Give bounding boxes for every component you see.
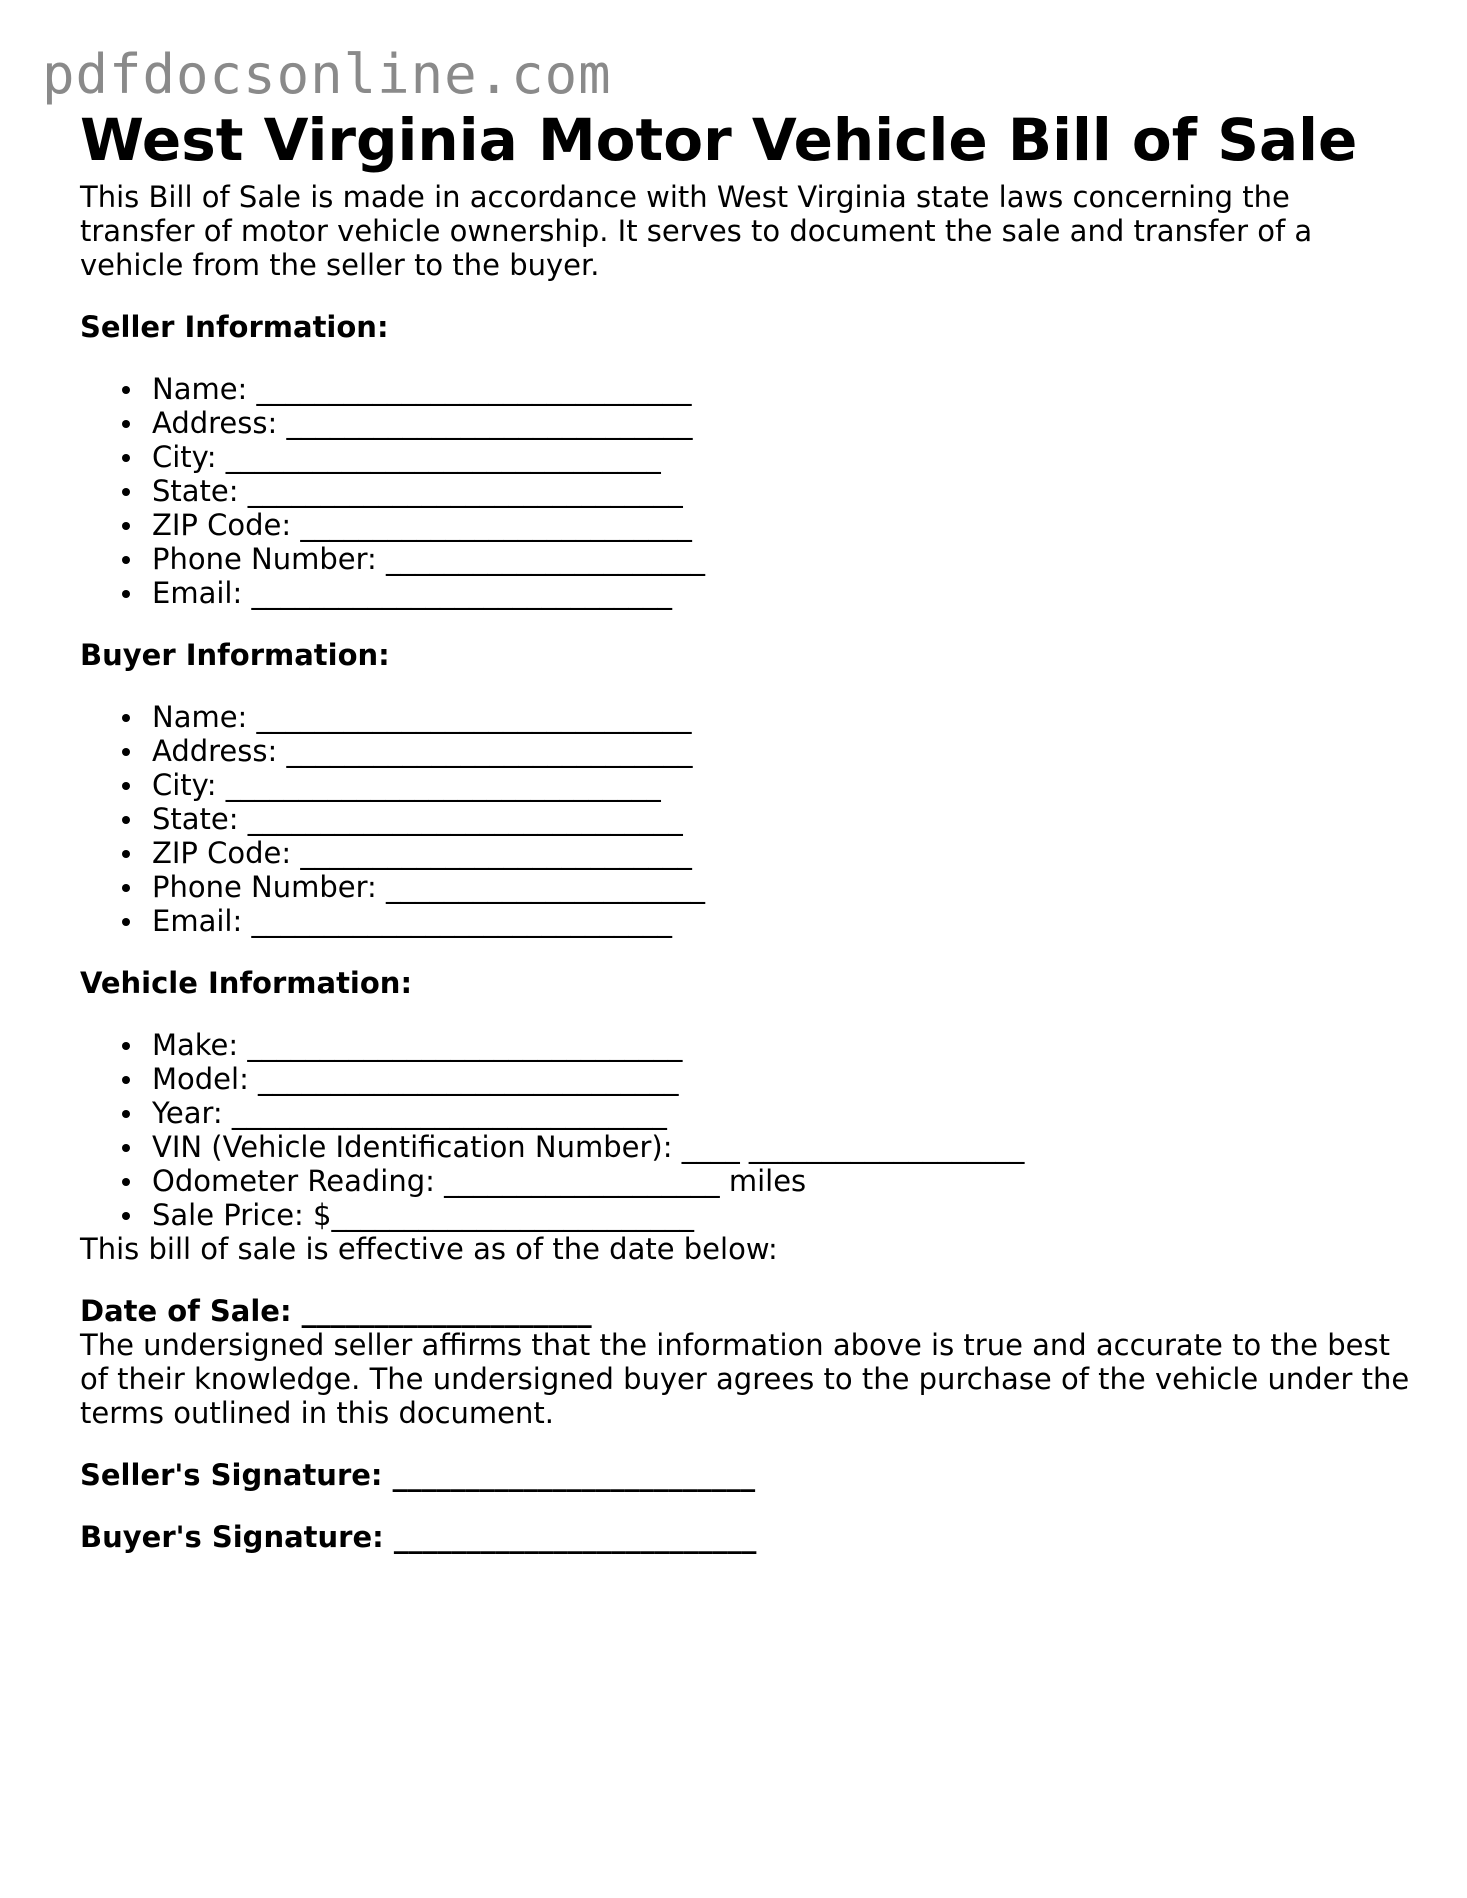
watermark: pdfdocsonline.com (42, 43, 612, 106)
buyer-email-field: Email: _____________________________ (152, 904, 1410, 938)
seller-phone-field: Phone Number: ______________________ (152, 542, 1410, 576)
seller-information-heading: Seller Information: (80, 310, 389, 344)
buyer-phone-field: Phone Number: ______________________ (152, 870, 1410, 904)
document-page (80, 100, 1410, 1554)
vehicle-information-heading: Vehicle Information: (80, 966, 413, 1000)
seller-name-field: Name: ______________________________ (152, 372, 1410, 406)
vehicle-odometer-field: Odometer Reading: ___________________ miles (152, 1164, 1410, 1198)
buyer-information-heading: Buyer Information: (80, 638, 390, 672)
buyer-name-field: Name: ______________________________ (152, 700, 1410, 734)
vehicle-sale-price-field: Sale Price: $_________________________ (152, 1198, 1410, 1232)
date-of-sale-field: Date of Sale: ____________________ (80, 1294, 592, 1328)
buyer-state-field: State: ______________________________ (152, 802, 1410, 836)
vehicle-fields-list (80, 1028, 1410, 1232)
buyer-address-field: Address: ____________________________ (152, 734, 1410, 768)
vehicle-make-field: Make: ______________________________ (152, 1028, 1410, 1062)
seller-city-field: City: ______________________________ (152, 440, 1410, 474)
affirmation-paragraph: The undersigned seller affirms that the information above is true and accurate to the best of their knowledge. The undersigned buyer agrees to the purchase of the vehicle under the terms outlined in this document. (80, 1328, 1410, 1430)
seller-fields-list (80, 372, 1410, 610)
intro-paragraph: This Bill of Sale is made in accordance with West Virginia state laws concerning the transfer of motor vehicle ownership. It serves to document the sale and transfer of a vehicle from the seller to the buyer. (80, 180, 1313, 282)
buyer-zip-field: ZIP Code: ___________________________ (152, 836, 1410, 870)
buyer-signature-field: Buyer's Signature: _________________________ (80, 1520, 757, 1554)
seller-zip-field: ZIP Code: ___________________________ (152, 508, 1410, 542)
seller-email-field: Email: _____________________________ (152, 576, 1410, 610)
buyer-city-field: City: ______________________________ (152, 768, 1410, 802)
buyer-fields-list (80, 700, 1410, 938)
vehicle-model-field: Model: _____________________________ (152, 1062, 1410, 1096)
vehicle-vin-field: VIN (Vehicle Identification Number): ____ ___________________ (152, 1130, 1410, 1164)
seller-address-field: Address: ____________________________ (152, 406, 1410, 440)
seller-signature-field: Seller's Signature: _________________________ (80, 1458, 756, 1492)
effective-date-note: This bill of sale is effective as of the date below: (80, 1232, 778, 1266)
seller-state-field: State: ______________________________ (152, 474, 1410, 508)
vehicle-year-field: Year: ______________________________ (152, 1096, 1410, 1130)
document-title: West Virginia Motor Vehicle Bill of Sale (80, 106, 1358, 174)
